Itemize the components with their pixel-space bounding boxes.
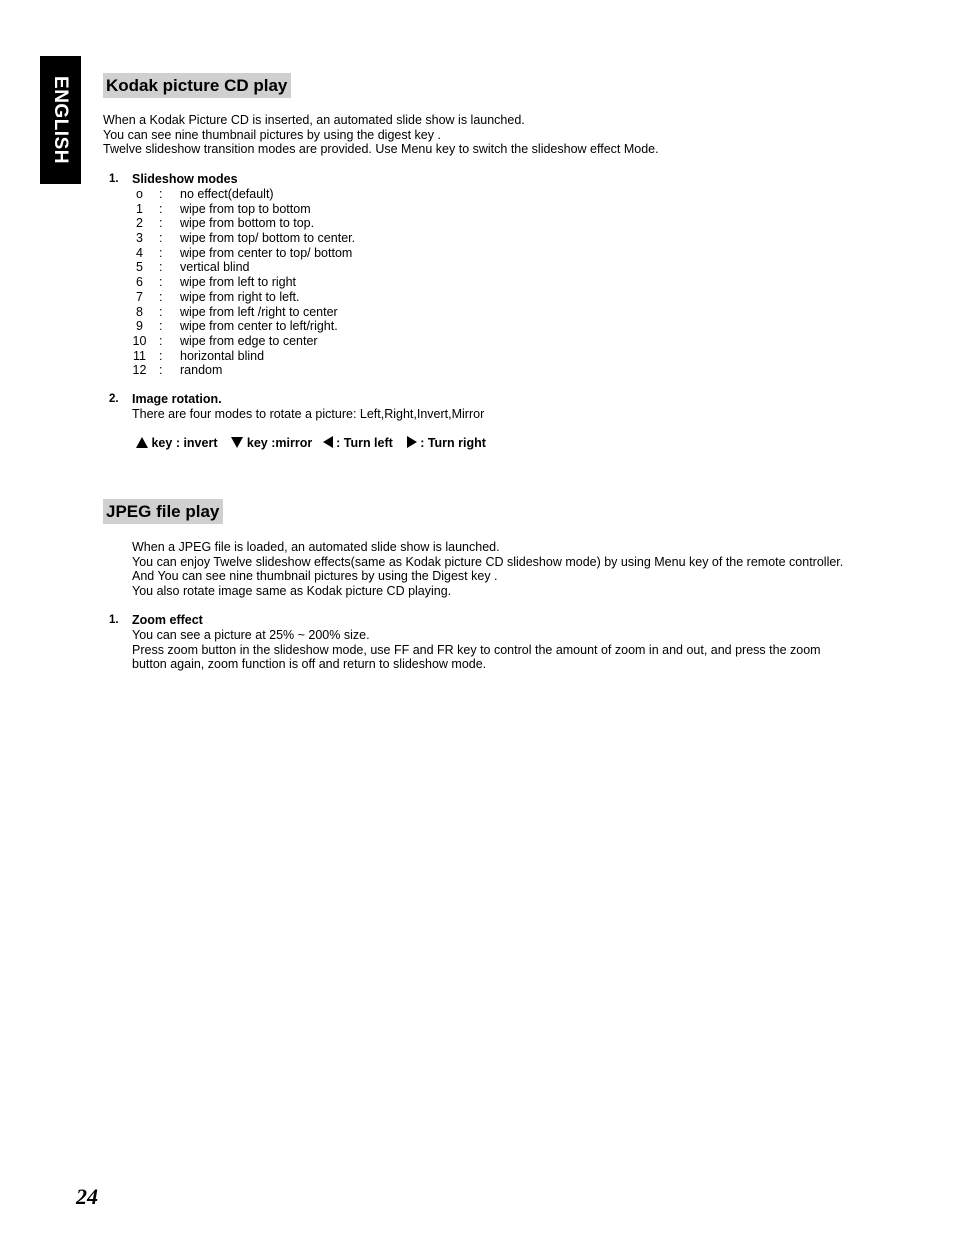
mode-number: 5 [136,260,143,275]
jpeg-intro-line: You also rotate image same as Kodak picture CD playing. [132,584,452,599]
mode-row [132,290,432,305]
section-heading-jpeg: JPEG file play [103,499,223,524]
mode-colon: : [159,216,163,231]
zoom-effect-line: Press zoom button in the slideshow mode, use FF and FR key to control the amount of zoom in and out, and press the zoom [132,642,821,657]
item-number: 1. [109,173,119,185]
mode-row [132,187,432,202]
kodak-intro-line: Twelve slideshow transition modes are provided. Use Menu key to switch the slideshow effect Mode. [103,142,659,157]
mode-description: horizontal blind [180,348,265,363]
zoom-effect-title: Zoom effect [132,613,203,627]
mode-row [132,260,432,275]
image-rotation-title: Image rotation. [132,392,222,406]
zoom-effect-text [132,628,821,672]
mode-row [132,334,432,349]
triangle-right-icon [407,436,417,448]
key-left-label: : Turn left [336,436,393,450]
kodak-intro-line: You can see nine thumbnail pictures by using the digest key . [103,127,441,142]
mode-description: no effect(default) [180,187,274,201]
mode-colon: : [159,348,163,363]
mode-colon: : [159,201,163,216]
mode-number: 3 [136,231,143,246]
mode-number: 12 [132,363,147,378]
mode-number: 1 [136,201,143,216]
rotation-keys [136,436,486,451]
mode-number: 4 [136,245,143,260]
mode-description: random [180,363,223,378]
language-tab-label: ENGLISH [50,76,71,164]
slideshow-modes-title: Slideshow modes [132,172,238,186]
mode-number: o [136,187,143,201]
mode-description: wipe from right to left. [180,289,300,304]
mode-description: wipe from top/ bottom to center. [180,231,356,246]
mode-number: 8 [136,304,143,319]
key-right-label: : Turn right [420,436,486,450]
mode-colon: : [159,260,163,275]
mode-row [132,319,432,334]
mode-row [132,363,432,378]
mode-row [132,246,432,261]
mode-colon: : [159,333,163,348]
mode-description: wipe from top to bottom [180,201,311,216]
mode-row [132,202,432,217]
mode-number: 11 [133,348,146,363]
mode-row [132,305,432,320]
zoom-effect-line: button again, zoom function is off and return to slideshow mode. [132,657,487,672]
mode-description: wipe from bottom to top. [180,216,315,231]
zoom-effect-line: You can see a picture at 25% ~ 200% size. [132,628,370,642]
jpeg-intro-line: When a JPEG file is loaded, an automated slide show is launched. [132,540,500,554]
mode-colon: : [159,231,163,246]
mode-number: 6 [136,275,143,290]
triangle-left-icon [323,436,333,448]
mode-description: wipe from left /right to center [180,304,338,319]
key-up-label: key : invert [151,436,218,450]
item-number: 2. [109,393,119,405]
page-number: 24 [76,1184,98,1209]
triangle-down-icon [231,437,243,448]
mode-number: 7 [136,289,143,304]
mode-description: wipe from center to left/right. [180,319,338,334]
mode-colon: : [159,304,163,319]
mode-colon: : [159,289,163,304]
triangle-up-icon [136,437,148,448]
mode-number: 2 [136,216,143,231]
mode-row [132,275,432,290]
section-heading-kodak: Kodak picture CD play [103,73,291,98]
mode-description: wipe from left to right [180,275,297,290]
key-down-label: key :mirror [246,436,313,450]
kodak-intro-line: When a Kodak Picture CD is inserted, an automated slide show is launched. [103,113,525,127]
item-number: 1. [109,614,119,626]
mode-description: wipe from edge to center [180,333,318,348]
mode-description: wipe from center to top/ bottom [180,245,353,260]
mode-colon: : [159,363,163,378]
mode-colon: : [159,187,163,201]
mode-row [132,349,432,364]
kodak-intro [103,113,659,157]
mode-row [132,231,432,246]
mode-colon: : [159,245,163,260]
mode-row [132,216,432,231]
language-tab [40,56,81,184]
mode-number: 9 [136,319,143,334]
jpeg-intro [132,540,843,599]
mode-number: 10 [132,333,147,348]
mode-colon: : [159,275,163,290]
image-rotation-line: There are four modes to rotate a picture: Left,Right,Invert,Mirror [132,407,485,421]
mode-colon: : [159,319,163,334]
jpeg-intro-line: And You can see nine thumbnail pictures by using the Digest key . [132,569,498,584]
slideshow-modes-list [132,187,432,378]
mode-description: vertical blind [180,260,250,275]
image-rotation-text [132,407,484,422]
jpeg-intro-line: You can enjoy Twelve slideshow effects(same as Kodak picture CD slideshow mode) by using Menu key of the remote controller. [132,554,844,569]
